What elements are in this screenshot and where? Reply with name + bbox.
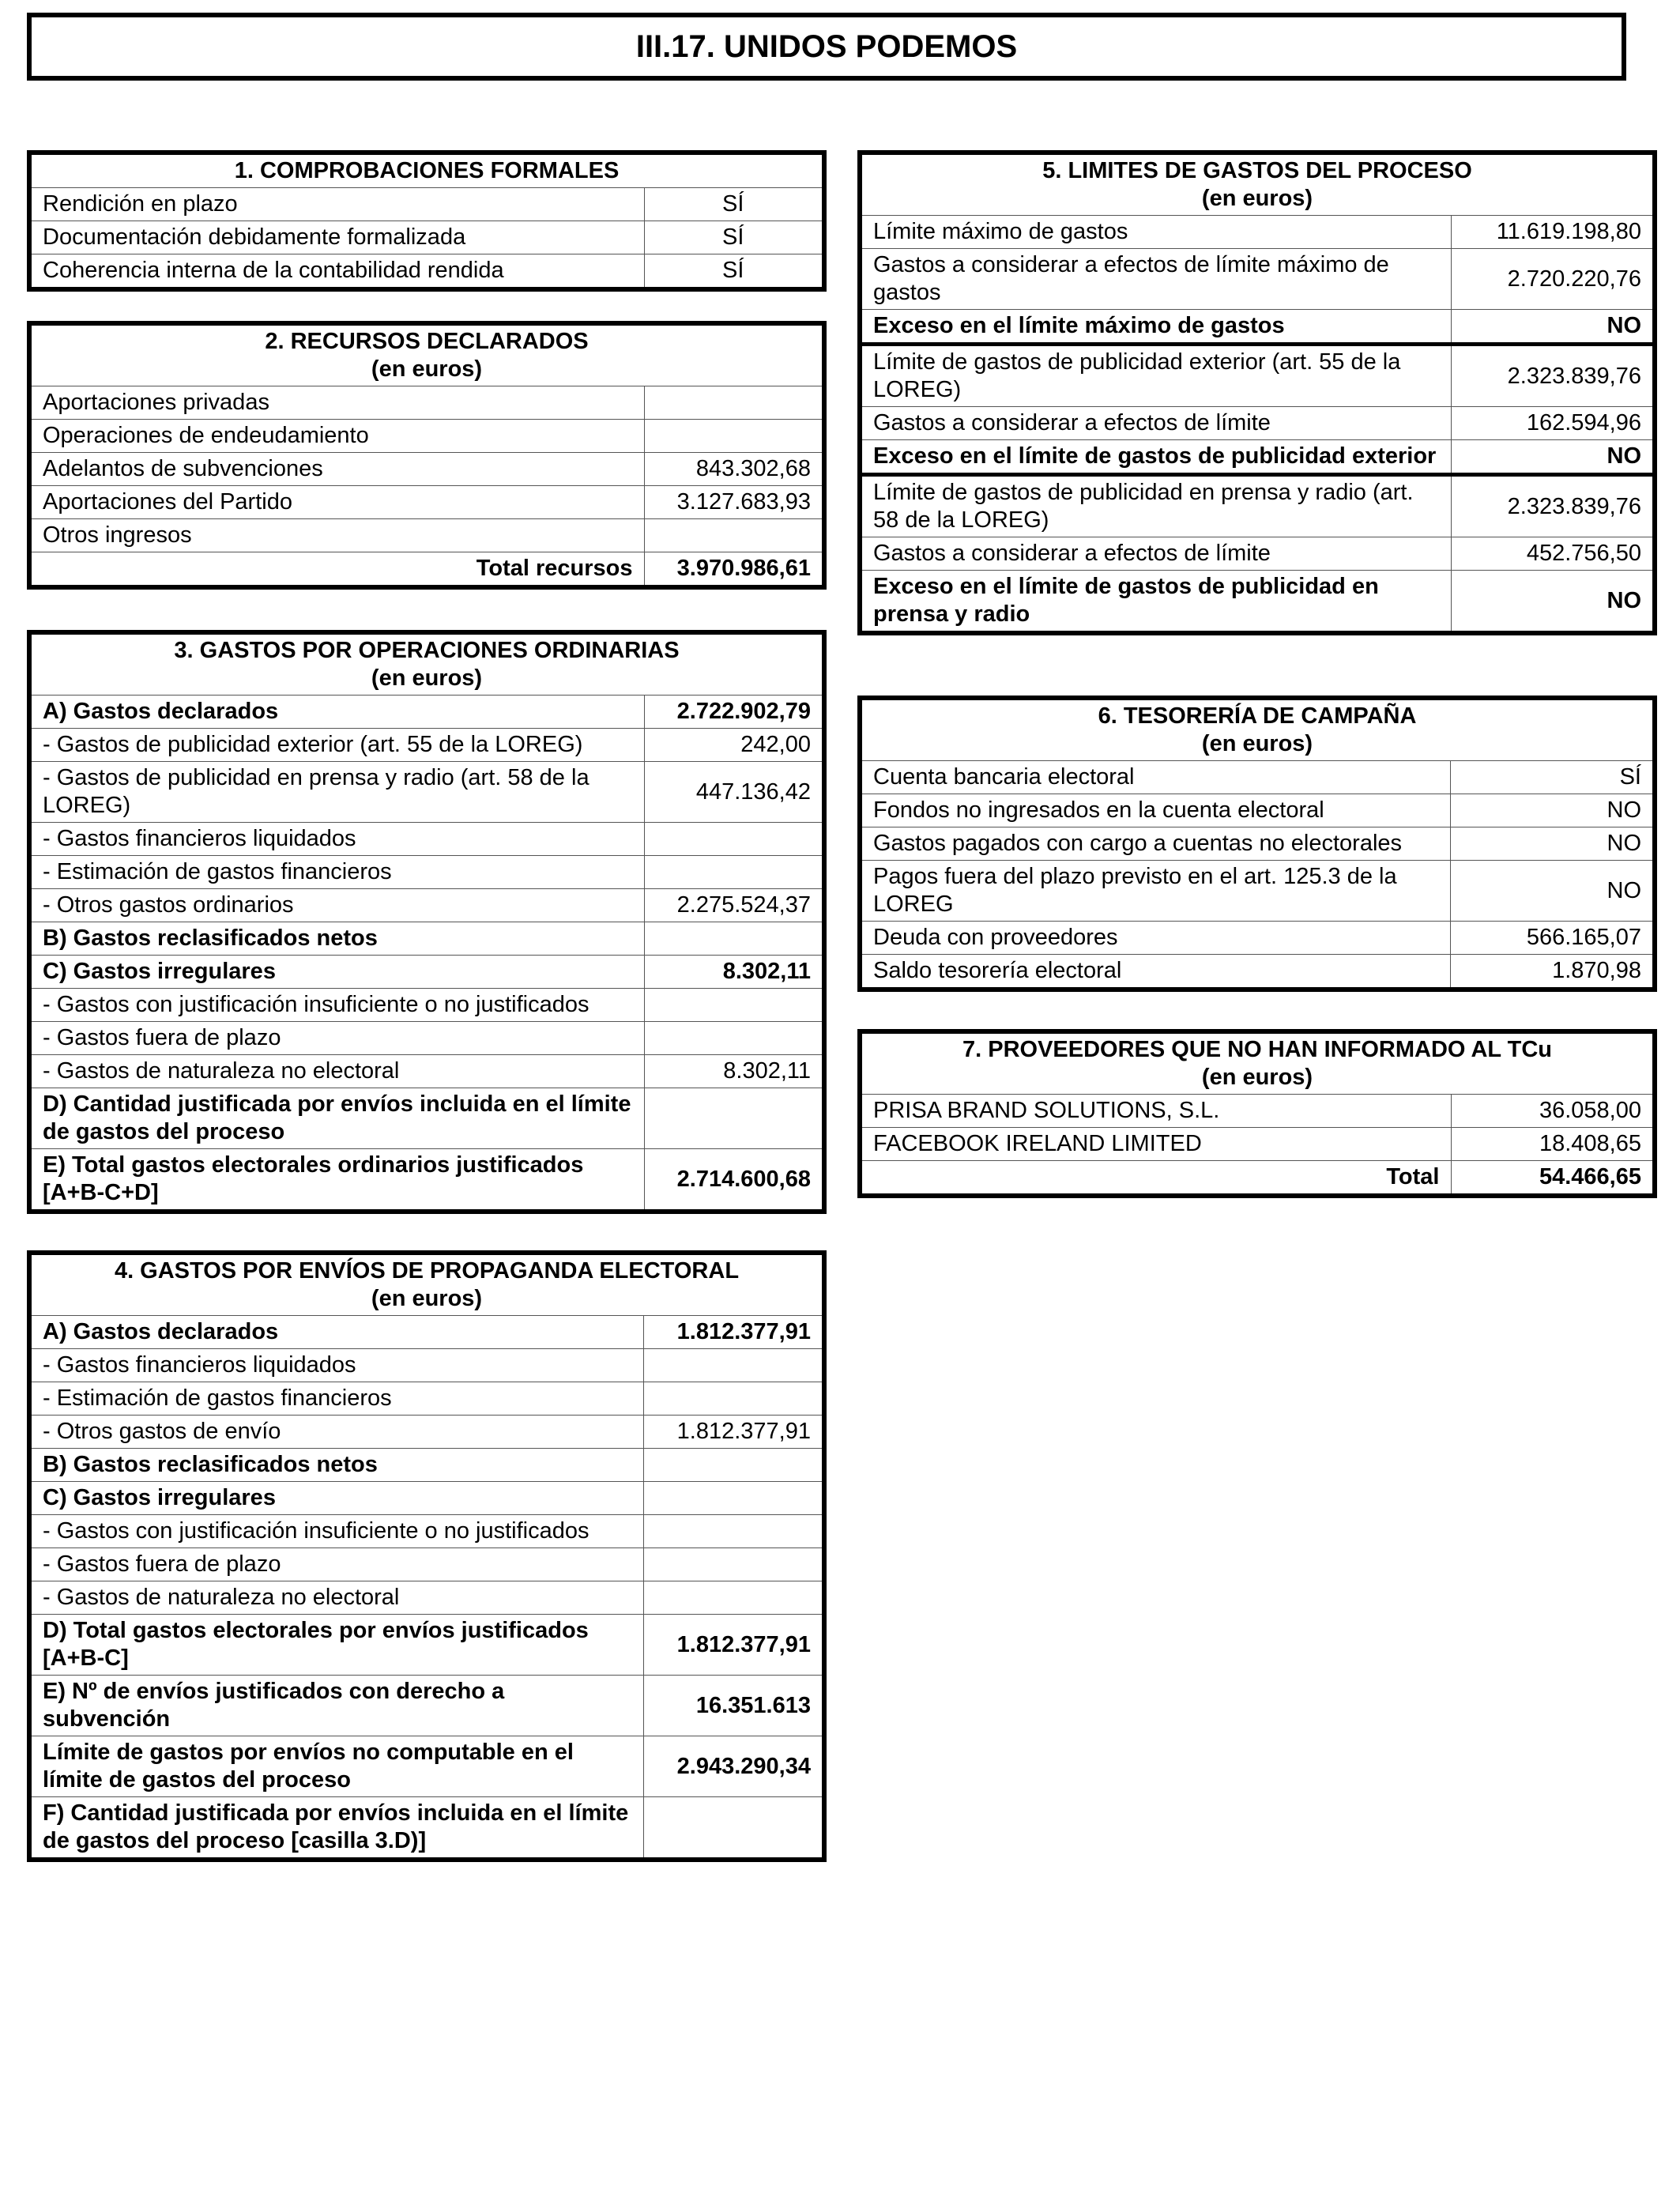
row-label: - Gastos de publicidad en prensa y radio (art. 58 de la LOREG)	[32, 762, 644, 823]
table-gastos-envios	[32, 1255, 822, 1857]
row-value	[644, 1548, 822, 1581]
total-row	[862, 1161, 1652, 1194]
table-row	[862, 1128, 1652, 1161]
table-row	[862, 827, 1652, 861]
table-row	[32, 1736, 822, 1797]
section-gastos-ordinarios	[27, 630, 827, 1214]
section-subtitle: (en euros)	[371, 356, 483, 382]
row-label: - Gastos con justificación insuficiente o no justificados	[32, 989, 644, 1022]
section-header	[862, 1034, 1652, 1095]
table-row	[862, 475, 1652, 537]
row-label: - Estimación de gastos financieros	[32, 1382, 644, 1416]
table-row	[862, 310, 1652, 345]
table-row	[32, 989, 822, 1022]
row-label: B) Gastos reclasificados netos	[32, 1449, 644, 1482]
table-row	[32, 1149, 822, 1210]
row-value	[644, 989, 822, 1022]
section-header	[32, 155, 822, 188]
table-recursos	[32, 326, 822, 585]
section-tesoreria-campana	[857, 696, 1657, 992]
table-row	[32, 1615, 822, 1676]
row-value	[644, 1022, 822, 1055]
row-value	[644, 420, 822, 453]
row-label: Límite de gastos por envíos no computable en el límite de gastos del proceso	[32, 1736, 644, 1797]
row-value	[644, 1581, 822, 1615]
section-subtitle: (en euros)	[1201, 1065, 1313, 1090]
row-value: 54.466,65	[1451, 1161, 1652, 1194]
row-label: Límite de gastos de publicidad en prensa y radio (art. 58 de la LOREG)	[862, 475, 1451, 537]
section-title: 4. GASTOS POR ENVÍOS DE PROPAGANDA ELECTORAL	[114, 1258, 740, 1284]
row-label: B) Gastos reclasificados netos	[32, 922, 644, 956]
row-value: SÍ	[644, 221, 822, 254]
table-row	[32, 1088, 822, 1149]
row-value: SÍ	[644, 188, 822, 221]
row-label: Gastos pagados con cargo a cuentas no electorales	[862, 827, 1451, 861]
section-header	[32, 1255, 822, 1316]
table-row	[32, 1349, 822, 1382]
row-value: 242,00	[644, 729, 822, 762]
row-value: 3.127.683,93	[644, 486, 822, 519]
row-label: Otros ingresos	[32, 519, 644, 552]
row-value: 452.756,50	[1451, 537, 1652, 571]
row-value: NO	[1451, 310, 1652, 345]
row-value: 2.323.839,76	[1451, 475, 1652, 537]
row-label: Fondos no ingresados en la cuenta electoral	[862, 794, 1451, 827]
table-row	[862, 1095, 1652, 1128]
row-label: A) Gastos declarados	[32, 696, 644, 729]
section-subtitle: (en euros)	[371, 1286, 483, 1311]
table-row	[32, 1449, 822, 1482]
table-comprobaciones	[32, 155, 822, 287]
table-row	[32, 1055, 822, 1088]
table-row	[862, 345, 1652, 407]
table-row	[32, 1515, 822, 1548]
row-label: Límite máximo de gastos	[862, 216, 1451, 249]
section-gastos-envios	[27, 1250, 827, 1862]
section-header	[862, 700, 1652, 761]
row-label: Exceso en el límite de gastos de publicidad en prensa y radio	[862, 571, 1451, 631]
table-row	[862, 922, 1652, 955]
table-row	[32, 762, 822, 823]
row-value: 2.720.220,76	[1451, 249, 1652, 310]
row-value	[644, 386, 822, 420]
table-row	[32, 823, 822, 856]
row-label: Exceso en el límite máximo de gastos	[862, 310, 1451, 345]
row-value: 162.594,96	[1451, 407, 1652, 440]
section-title: 7. PROVEEDORES QUE NO HAN INFORMADO AL TCu	[962, 1037, 1552, 1062]
row-value: 2.714.600,68	[644, 1149, 822, 1210]
row-label: - Estimación de gastos financieros	[32, 856, 644, 889]
row-label: Rendición en plazo	[32, 188, 644, 221]
table-row	[862, 537, 1652, 571]
row-value	[644, 1482, 822, 1515]
row-label: Total recursos	[32, 552, 644, 586]
table-row	[32, 1581, 822, 1615]
row-value: SÍ	[644, 254, 822, 288]
row-label: - Gastos con justificación insuficiente o no justificados	[32, 1515, 644, 1548]
row-value: 1.870,98	[1451, 955, 1652, 988]
table-row	[862, 249, 1652, 310]
table-row	[32, 1316, 822, 1349]
row-value: 2.943.290,34	[644, 1736, 822, 1797]
table-row	[32, 889, 822, 922]
row-value: 16.351.613	[644, 1676, 822, 1736]
row-value: 566.165,07	[1451, 922, 1652, 955]
row-label: Gastos a considerar a efectos de límite	[862, 537, 1451, 571]
table-row	[862, 761, 1652, 794]
row-label: Gastos a considerar a efectos de límite máximo de gastos	[862, 249, 1451, 310]
table-row	[32, 1382, 822, 1416]
row-value: 18.408,65	[1451, 1128, 1652, 1161]
table-row	[862, 571, 1652, 631]
section-subtitle: (en euros)	[1201, 186, 1313, 211]
row-label: Aportaciones privadas	[32, 386, 644, 420]
table-row	[862, 861, 1652, 922]
row-label: D) Total gastos electorales por envíos justificados [A+B-C]	[32, 1615, 644, 1676]
table-row	[32, 1022, 822, 1055]
table-row	[32, 254, 822, 288]
row-label: PRISA BRAND SOLUTIONS, S.L.	[862, 1095, 1451, 1128]
row-value: NO	[1451, 827, 1652, 861]
section-title: 1. COMPROBACIONES FORMALES	[234, 158, 620, 183]
row-label: A) Gastos declarados	[32, 1316, 644, 1349]
row-label: - Otros gastos de envío	[32, 1416, 644, 1449]
row-value	[644, 1349, 822, 1382]
row-label: Cuenta bancaria electoral	[862, 761, 1451, 794]
row-label: C) Gastos irregulares	[32, 1482, 644, 1515]
section-title: 2. RECURSOS DECLARADOS	[265, 329, 589, 354]
row-label: Adelantos de subvenciones	[32, 453, 644, 486]
row-label: C) Gastos irregulares	[32, 956, 644, 989]
row-label: Operaciones de endeudamiento	[32, 420, 644, 453]
row-value: 8.302,11	[644, 956, 822, 989]
total-row	[32, 552, 822, 586]
table-tesoreria	[862, 700, 1652, 987]
table-row	[32, 1416, 822, 1449]
row-value: 2.722.902,79	[644, 696, 822, 729]
table-row	[862, 794, 1652, 827]
row-label: E) Nº de envíos justificados con derecho a subvención	[32, 1676, 644, 1736]
row-value: NO	[1451, 794, 1652, 827]
table-row	[32, 221, 822, 254]
row-value: 447.136,42	[644, 762, 822, 823]
row-value: 2.275.524,37	[644, 889, 822, 922]
row-value	[644, 1088, 822, 1149]
row-label: Total	[862, 1161, 1451, 1194]
row-label: Límite de gastos de publicidad exterior (art. 55 de la LOREG)	[862, 345, 1451, 407]
row-value	[644, 1515, 822, 1548]
row-label: - Gastos de naturaleza no electoral	[32, 1055, 644, 1088]
section-header	[32, 635, 822, 696]
section-recursos-declarados	[27, 321, 827, 590]
row-label: Gastos a considerar a efectos de límite	[862, 407, 1451, 440]
table-row	[32, 386, 822, 420]
row-value	[644, 1382, 822, 1416]
page-title: III.17. UNIDOS PODEMOS	[27, 13, 1626, 81]
row-label: Deuda con proveedores	[862, 922, 1451, 955]
table-row	[32, 1676, 822, 1736]
row-value: NO	[1451, 440, 1652, 475]
row-label: - Otros gastos ordinarios	[32, 889, 644, 922]
row-value: 1.812.377,91	[644, 1316, 822, 1349]
section-limites-gastos	[857, 150, 1657, 635]
table-proveedores	[862, 1034, 1652, 1193]
row-label: Coherencia interna de la contabilidad rendida	[32, 254, 644, 288]
row-label: - Gastos fuera de plazo	[32, 1548, 644, 1581]
row-label: FACEBOOK IRELAND LIMITED	[862, 1128, 1451, 1161]
table-row	[32, 188, 822, 221]
row-value: 1.812.377,91	[644, 1615, 822, 1676]
row-label: - Gastos de naturaleza no electoral	[32, 1581, 644, 1615]
row-label: - Gastos financieros liquidados	[32, 823, 644, 856]
section-proveedores	[857, 1029, 1657, 1198]
table-row	[862, 440, 1652, 475]
table-row	[32, 956, 822, 989]
row-label: Saldo tesorería electoral	[862, 955, 1451, 988]
row-label: Documentación debidamente formalizada	[32, 221, 644, 254]
section-title: 6. TESORERÍA DE CAMPAÑA	[1098, 703, 1417, 729]
table-row	[32, 729, 822, 762]
table-row	[862, 955, 1652, 988]
row-label: Exceso en el límite de gastos de publicidad exterior	[862, 440, 1451, 475]
row-value: SÍ	[1451, 761, 1652, 794]
section-subtitle: (en euros)	[1201, 731, 1313, 756]
row-label: F) Cantidad justificada por envíos incluida en el límite de gastos del proceso [casilla 3.D)]	[32, 1797, 644, 1858]
table-row	[862, 216, 1652, 249]
table-row	[32, 519, 822, 552]
row-label: - Gastos fuera de plazo	[32, 1022, 644, 1055]
table-row	[32, 1482, 822, 1515]
section-header	[32, 326, 822, 386]
table-row	[32, 453, 822, 486]
row-value: 843.302,68	[644, 453, 822, 486]
row-value	[644, 519, 822, 552]
row-value: NO	[1451, 861, 1652, 922]
row-label: Pagos fuera del plazo previsto en el art. 125.3 de la LOREG	[862, 861, 1451, 922]
row-value: NO	[1451, 571, 1652, 631]
section-header	[862, 155, 1652, 216]
table-row	[862, 407, 1652, 440]
section-comprobaciones-formales	[27, 150, 827, 292]
table-gastos-ordinarios	[32, 635, 822, 1209]
row-label: D) Cantidad justificada por envíos incluida en el límite de gastos del proceso	[32, 1088, 644, 1149]
row-value	[644, 922, 822, 956]
table-row	[32, 696, 822, 729]
row-value: 36.058,00	[1451, 1095, 1652, 1128]
row-label: E) Total gastos electorales ordinarios justificados [A+B-C+D]	[32, 1149, 644, 1210]
row-value	[644, 1797, 822, 1858]
table-limites	[862, 155, 1652, 631]
row-value: 1.812.377,91	[644, 1416, 822, 1449]
row-value	[644, 823, 822, 856]
row-value: 8.302,11	[644, 1055, 822, 1088]
section-subtitle: (en euros)	[371, 665, 483, 691]
table-row	[32, 420, 822, 453]
table-row	[32, 486, 822, 519]
row-value: 3.970.986,61	[644, 552, 822, 586]
table-row	[32, 1548, 822, 1581]
row-label: - Gastos de publicidad exterior (art. 55 de la LOREG)	[32, 729, 644, 762]
row-value: 11.619.198,80	[1451, 216, 1652, 249]
table-row	[32, 856, 822, 889]
table-row	[32, 1797, 822, 1858]
row-label: - Gastos financieros liquidados	[32, 1349, 644, 1382]
section-title: 5. LIMITES DE GASTOS DEL PROCESO	[1042, 158, 1472, 183]
section-title: 3. GASTOS POR OPERACIONES ORDINARIAS	[174, 638, 680, 663]
row-value	[644, 1449, 822, 1482]
row-label: Aportaciones del Partido	[32, 486, 644, 519]
row-value: 2.323.839,76	[1451, 345, 1652, 407]
row-value	[644, 856, 822, 889]
table-row	[32, 922, 822, 956]
